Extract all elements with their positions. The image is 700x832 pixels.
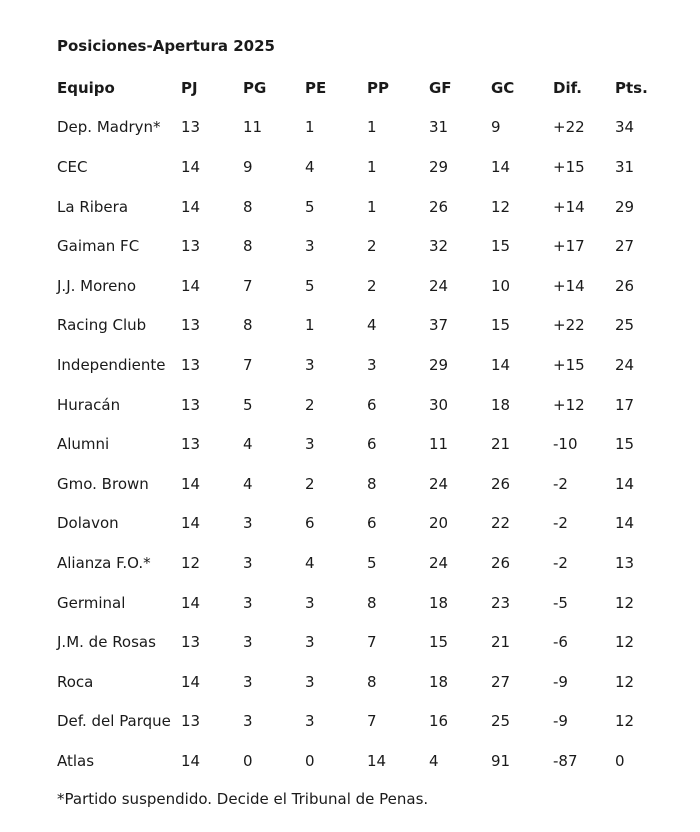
pe-cell: 5	[305, 197, 315, 216]
team-cell: Racing Club	[57, 316, 147, 335]
dif-cell: -2	[553, 514, 568, 533]
pj-cell: 13	[181, 712, 201, 731]
dif-cell: +22	[553, 316, 585, 335]
pp-cell: 1	[367, 157, 377, 176]
gf-cell: 24	[429, 474, 449, 493]
gf-cell: 29	[429, 355, 449, 374]
column-header-pg: PG	[243, 78, 267, 97]
pg-cell: 5	[243, 395, 253, 414]
pts-cell: 26	[615, 276, 635, 295]
gc-cell: 12	[491, 197, 511, 216]
pp-cell: 2	[367, 276, 377, 295]
pp-cell: 2	[367, 237, 377, 256]
team-cell: Dolavon	[57, 514, 119, 533]
column-header-pj: PJ	[181, 78, 198, 97]
column-header-gc: GC	[491, 78, 515, 97]
pj-cell: 14	[181, 514, 201, 533]
pp-cell: 1	[367, 118, 377, 137]
pe-cell: 1	[305, 316, 315, 335]
pts-cell: 12	[615, 593, 635, 612]
pg-cell: 11	[243, 118, 263, 137]
team-cell: Independiente	[57, 355, 166, 374]
gc-cell: 14	[491, 355, 511, 374]
pp-cell: 3	[367, 355, 377, 374]
pe-cell: 2	[305, 395, 315, 414]
gf-cell: 11	[429, 435, 449, 454]
pg-cell: 8	[243, 316, 253, 335]
pts-cell: 27	[615, 237, 635, 256]
dif-cell: -87	[553, 751, 578, 770]
pp-cell: 6	[367, 514, 377, 533]
pj-cell: 12	[181, 553, 201, 572]
dif-cell: -2	[553, 553, 568, 572]
pts-cell: 0	[615, 751, 625, 770]
pe-cell: 3	[305, 435, 315, 454]
pts-cell: 24	[615, 355, 635, 374]
column-header-gf: GF	[429, 78, 452, 97]
dif-cell: +17	[553, 237, 585, 256]
pe-cell: 5	[305, 276, 315, 295]
pp-cell: 1	[367, 197, 377, 216]
pg-cell: 7	[243, 355, 253, 374]
gf-cell: 24	[429, 276, 449, 295]
pp-cell: 7	[367, 712, 377, 731]
pp-cell: 5	[367, 553, 377, 572]
pg-cell: 4	[243, 435, 253, 454]
page-title: Posiciones-Apertura 2025	[57, 37, 275, 55]
pp-cell: 6	[367, 435, 377, 454]
team-cell: Atlas	[57, 751, 95, 770]
table-row	[57, 266, 665, 306]
dif-cell: +22	[553, 118, 585, 137]
pj-cell: 13	[181, 237, 201, 256]
pe-cell: 3	[305, 633, 315, 652]
gc-cell: 21	[491, 435, 511, 454]
team-cell: Gaiman FC	[57, 237, 140, 256]
pts-cell: 12	[615, 672, 635, 691]
column-header-dif: Dif.	[553, 78, 582, 97]
dif-cell: +14	[553, 276, 585, 295]
table-row	[57, 662, 665, 702]
pg-cell: 8	[243, 237, 253, 256]
gf-cell: 18	[429, 593, 449, 612]
pe-cell: 3	[305, 237, 315, 256]
team-cell: Dep. Madryn*	[57, 118, 161, 137]
gf-cell: 18	[429, 672, 449, 691]
pj-cell: 14	[181, 474, 201, 493]
team-cell: J.M. de Rosas	[57, 633, 156, 652]
pe-cell: 3	[305, 712, 315, 731]
gc-cell: 23	[491, 593, 511, 612]
pts-cell: 13	[615, 553, 635, 572]
gf-cell: 15	[429, 633, 449, 652]
table-row	[57, 702, 665, 742]
column-header-pp: PP	[367, 78, 389, 97]
pg-cell: 3	[243, 514, 253, 533]
dif-cell: +14	[553, 197, 585, 216]
pts-cell: 14	[615, 474, 635, 493]
pj-cell: 14	[181, 276, 201, 295]
team-cell: Huracán	[57, 395, 121, 414]
team-cell: Roca	[57, 672, 94, 691]
pp-cell: 7	[367, 633, 377, 652]
pj-cell: 13	[181, 355, 201, 374]
table-row	[57, 424, 665, 464]
gf-cell: 37	[429, 316, 449, 335]
table-row	[57, 464, 665, 504]
table-row	[57, 741, 665, 781]
gc-cell: 25	[491, 712, 511, 731]
column-header-equipo: Equipo	[57, 78, 115, 97]
team-cell: Alumni	[57, 435, 110, 454]
team-cell: Germinal	[57, 593, 126, 612]
gf-cell: 4	[429, 751, 439, 770]
table-row	[57, 147, 665, 187]
pp-cell: 8	[367, 593, 377, 612]
pj-cell: 14	[181, 751, 201, 770]
pg-cell: 9	[243, 157, 253, 176]
pg-cell: 8	[243, 197, 253, 216]
gc-cell: 14	[491, 157, 511, 176]
header-row	[57, 68, 665, 108]
team-cell: CEC	[57, 157, 88, 176]
gc-cell: 10	[491, 276, 511, 295]
gc-cell: 26	[491, 553, 511, 572]
gc-cell: 18	[491, 395, 511, 414]
table-row	[57, 306, 665, 346]
gf-cell: 16	[429, 712, 449, 731]
pe-cell: 0	[305, 751, 315, 770]
pp-cell: 4	[367, 316, 377, 335]
table-row	[57, 108, 665, 148]
pts-cell: 34	[615, 118, 635, 137]
gc-cell: 21	[491, 633, 511, 652]
pe-cell: 4	[305, 553, 315, 572]
pj-cell: 14	[181, 157, 201, 176]
pts-cell: 29	[615, 197, 635, 216]
dif-cell: -2	[553, 474, 568, 493]
table-row	[57, 543, 665, 583]
dif-cell: +12	[553, 395, 585, 414]
pp-cell: 14	[367, 751, 387, 770]
gc-cell: 26	[491, 474, 511, 493]
gf-cell: 20	[429, 514, 449, 533]
table-row	[57, 345, 665, 385]
gc-cell: 9	[491, 118, 501, 137]
pts-cell: 17	[615, 395, 635, 414]
pp-cell: 6	[367, 395, 377, 414]
pe-cell: 3	[305, 593, 315, 612]
gc-cell: 91	[491, 751, 511, 770]
pts-cell: 15	[615, 435, 635, 454]
gf-cell: 32	[429, 237, 449, 256]
pe-cell: 4	[305, 157, 315, 176]
pj-cell: 14	[181, 197, 201, 216]
dif-cell: -10	[553, 435, 578, 454]
team-cell: Gmo. Brown	[57, 474, 149, 493]
table-row	[57, 385, 665, 425]
table-row	[57, 622, 665, 662]
pg-cell: 3	[243, 553, 253, 572]
team-cell: J.J. Moreno	[57, 276, 137, 295]
table-row	[57, 504, 665, 544]
gf-cell: 29	[429, 157, 449, 176]
pg-cell: 4	[243, 474, 253, 493]
pe-cell: 2	[305, 474, 315, 493]
pj-cell: 13	[181, 118, 201, 137]
column-header-pts: Pts.	[615, 78, 648, 97]
table-row	[57, 583, 665, 623]
gc-cell: 27	[491, 672, 511, 691]
pj-cell: 13	[181, 435, 201, 454]
pg-cell: 3	[243, 593, 253, 612]
pg-cell: 0	[243, 751, 253, 770]
gf-cell: 30	[429, 395, 449, 414]
dif-cell: -5	[553, 593, 568, 612]
pe-cell: 6	[305, 514, 315, 533]
table-row	[57, 226, 665, 266]
pe-cell: 1	[305, 118, 315, 137]
pj-cell: 13	[181, 316, 201, 335]
pg-cell: 3	[243, 672, 253, 691]
dif-cell: -9	[553, 672, 568, 691]
pj-cell: 13	[181, 633, 201, 652]
gc-cell: 22	[491, 514, 511, 533]
table-body	[57, 108, 665, 781]
pe-cell: 3	[305, 355, 315, 374]
dif-cell: -9	[553, 712, 568, 731]
pj-cell: 14	[181, 593, 201, 612]
table-row	[57, 187, 665, 227]
pe-cell: 3	[305, 672, 315, 691]
team-cell: La Ribera	[57, 197, 129, 216]
gf-cell: 26	[429, 197, 449, 216]
footnote: *Partido suspendido. Decide el Tribunal de Penas.	[57, 790, 429, 808]
pg-cell: 3	[243, 633, 253, 652]
standings-table	[57, 68, 665, 781]
team-cell: Def. del Parque	[57, 712, 171, 731]
pts-cell: 14	[615, 514, 635, 533]
dif-cell: +15	[553, 355, 585, 374]
pts-cell: 12	[615, 633, 635, 652]
dif-cell: -6	[553, 633, 568, 652]
pts-cell: 25	[615, 316, 635, 335]
pg-cell: 7	[243, 276, 253, 295]
column-header-pe: PE	[305, 78, 327, 97]
dif-cell: +15	[553, 157, 585, 176]
pp-cell: 8	[367, 474, 377, 493]
pj-cell: 14	[181, 672, 201, 691]
gf-cell: 31	[429, 118, 449, 137]
pp-cell: 8	[367, 672, 377, 691]
team-cell: Alianza F.O.*	[57, 553, 151, 572]
gc-cell: 15	[491, 237, 511, 256]
pts-cell: 31	[615, 157, 635, 176]
pts-cell: 12	[615, 712, 635, 731]
gf-cell: 24	[429, 553, 449, 572]
gc-cell: 15	[491, 316, 511, 335]
pg-cell: 3	[243, 712, 253, 731]
pj-cell: 13	[181, 395, 201, 414]
